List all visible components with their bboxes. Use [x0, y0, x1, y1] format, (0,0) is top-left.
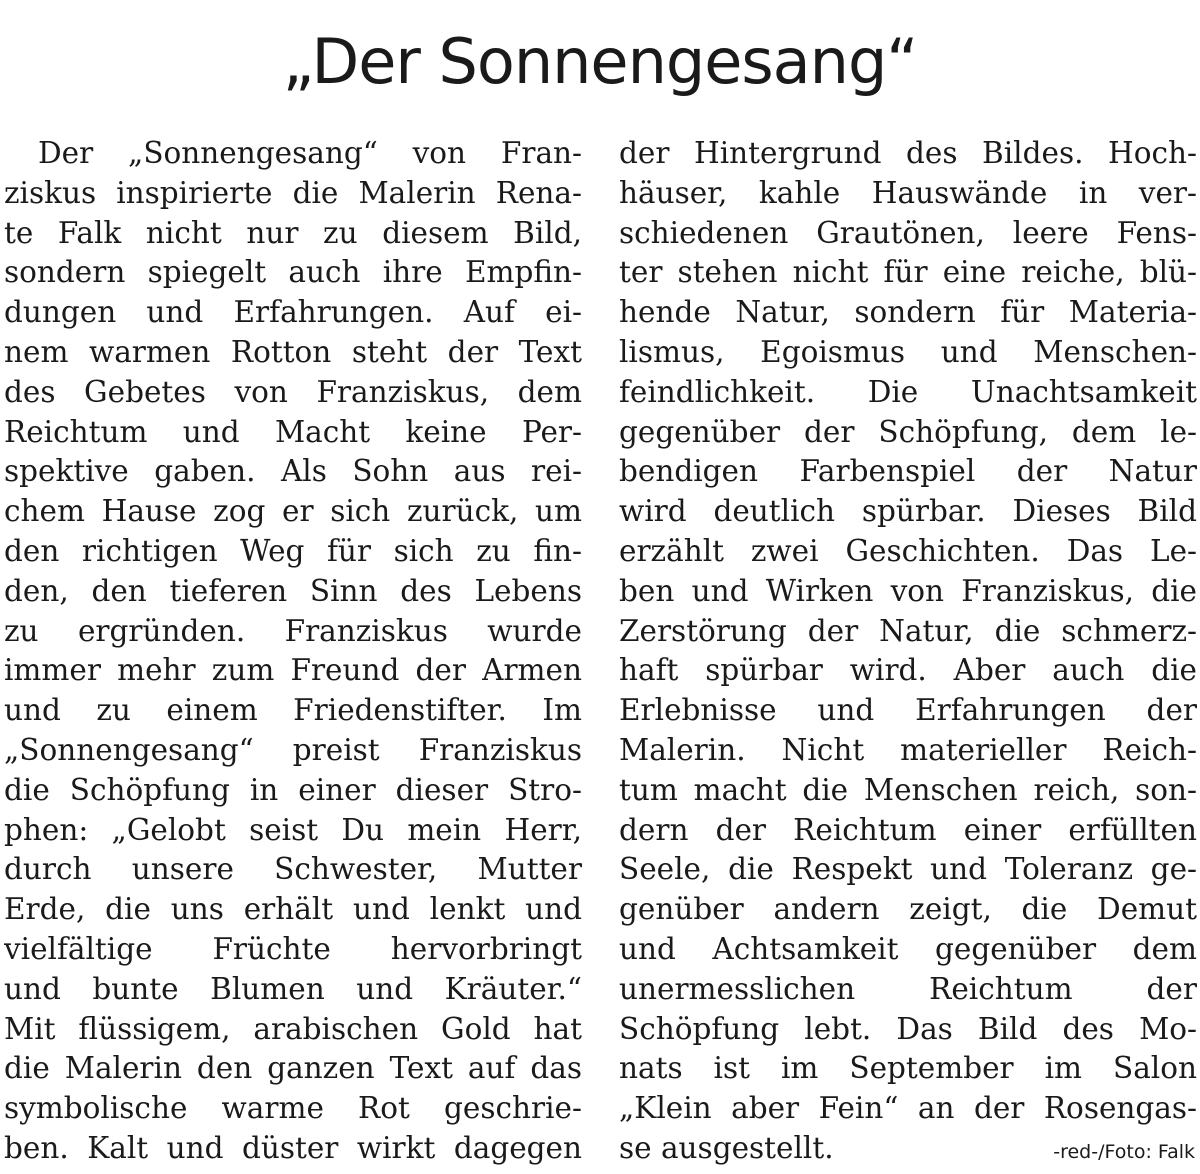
article-text-line: die Schöpfung in einer dieser Stro- [4, 772, 582, 807]
article-text-line: ben und Wirken von Franziskus, die [619, 573, 1197, 608]
article-text-line: bendigen Farbenspiel der Natur [619, 454, 1197, 489]
article-text-line: zu ergründen. Franziskus wurde [4, 613, 582, 648]
article-text-line: vielfältige Früchte hervorbringt [4, 931, 582, 966]
article-text-line: Erde, die uns erhält und lenkt und [4, 892, 582, 927]
article-text-line: feindlichkeit. Die Unachtsamkeit [619, 374, 1197, 409]
article-text-line: Malerin. Nicht materieller Reich- [619, 732, 1197, 767]
article-text-line: dungen und Erfahrungen. Auf ei- [4, 295, 582, 330]
article-text-line: sondern spiegelt auch ihre Empfin- [4, 255, 582, 290]
article-text-line: die Malerin den ganzen Text auf das [4, 1051, 582, 1086]
article-text-line: ter stehen nicht für eine reiche, blü- [619, 255, 1197, 290]
article-column-right [619, 134, 1197, 1169]
article-text-line: nem warmen Rotton steht der Text [4, 334, 582, 369]
article-text-line: symbolische warme Rot geschrie- [4, 1091, 582, 1126]
article-text-line: Zerstörung der Natur, die schmerz- [619, 613, 1197, 648]
article-text-line: häuser, kahle Hauswände in ver- [619, 175, 1197, 210]
article-text-line: Mit flüssigem, arabischen Gold hat [4, 1011, 582, 1046]
article-text-line: unermesslichen Reichtum der [619, 971, 1197, 1006]
article-text-line: und Achtsamkeit gegenüber dem [619, 931, 1197, 966]
article-text-line: phen: „Gelobt seist Du mein Herr, [4, 812, 582, 847]
article-text-line: den, den tieferen Sinn des Lebens [4, 573, 582, 608]
article-text-line: des Gebetes von Franziskus, dem [4, 374, 582, 409]
article-text-line: immer mehr zum Freund der Armen [4, 653, 582, 688]
article-text-line: und bunte Blumen und Kräuter.“ [4, 971, 582, 1006]
article-text-line: den richtigen Weg für sich zu fin- [4, 533, 582, 568]
article-text-line: Der „Sonnengesang“ von Fran- [38, 136, 582, 170]
article-final-line: se ausgestellt. [619, 1130, 834, 1165]
article-text-line: „Klein aber Fein“ an der Rosengas- [619, 1091, 1197, 1126]
article-text-line: chem Hause zog er sich zurück, um [4, 494, 582, 529]
article-text-line: durch unsere Schwester, Mutter [4, 852, 582, 887]
article-text-line: „Sonnengesang“ preist Franziskus [4, 732, 582, 767]
article-text-line: dern der Reichtum einer erfüllten [619, 812, 1197, 847]
article-text-line: ben. Kalt und düster wirkt dagegen [4, 1130, 582, 1165]
article-text-line: Erlebnisse und Erfahrungen der [619, 693, 1197, 728]
article-text-line: Reichtum und Macht keine Per- [4, 414, 582, 449]
article-text-line: schiedenen Grautönen, leere Fens- [619, 215, 1197, 250]
article-text-line: nats ist im September im Salon [619, 1051, 1197, 1086]
article-text-line: tum macht die Menschen reich, son- [619, 772, 1197, 807]
article-text-line: lismus, Egoismus und Menschen- [619, 334, 1197, 369]
article-text-line: haft spürbar wird. Aber auch die [619, 653, 1197, 688]
article-title: „Der Sonnengesang“ [282, 25, 918, 98]
photo-credit: -red-/Foto: Falk [1053, 1140, 1195, 1163]
article-text-line: der Hintergrund des Bildes. Hoch- [619, 136, 1197, 170]
article-text-line: hende Natur, sondern für Materia- [619, 295, 1197, 330]
article-column-left [4, 134, 582, 1169]
article-text-line: gegenüber der Schöpfung, dem le- [619, 414, 1197, 449]
article-text-line: ziskus inspirierte die Malerin Rena- [4, 175, 582, 210]
article-text-line: wird deutlich spürbar. Dieses Bild [619, 494, 1197, 529]
article-text-line: genüber andern zeigt, die Demut [619, 892, 1197, 927]
article-text-line: erzählt zwei Geschichten. Das Le- [619, 533, 1197, 568]
article-text-line: Seele, die Respekt und Toleranz ge- [619, 852, 1197, 887]
article-text-line: spektive gaben. Als Sohn aus rei- [4, 454, 582, 489]
article-text-line: Schöpfung lebt. Das Bild des Mo- [619, 1011, 1197, 1046]
article-text-line: und zu einem Friedenstifter. Im [4, 693, 582, 728]
article-text-line: te Falk nicht nur zu diesem Bild, [4, 215, 582, 250]
article-closing-row [619, 1129, 1197, 1169]
